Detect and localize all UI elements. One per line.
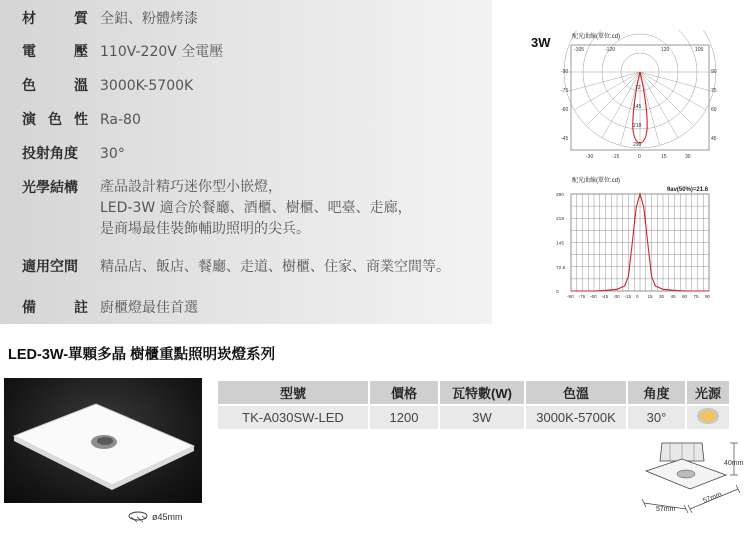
x-tick-label: 30 bbox=[659, 294, 665, 299]
y-tick-label: 72.5 bbox=[556, 265, 566, 271]
polar-chart bbox=[555, 30, 727, 160]
height-dimension-label: 40mm bbox=[724, 460, 744, 467]
spec-value: 精品店、飯店、餐廳、走道、樹櫃、住家、商業空間等。 bbox=[100, 259, 450, 275]
polar-left-tick: -45 bbox=[561, 136, 569, 142]
spec-label: 投射角度 bbox=[22, 146, 78, 162]
x-tick-label: -90 bbox=[567, 294, 574, 299]
polar-ring-label: 290 bbox=[633, 142, 642, 148]
table-cell-wattage: 3W bbox=[440, 406, 524, 429]
cutout-icon bbox=[128, 511, 148, 523]
polar-right-tick: 75 bbox=[711, 88, 717, 94]
polar-bottom-tick: -15 bbox=[612, 154, 620, 160]
table-cell-color-temp: 3000K-5700K bbox=[526, 406, 626, 429]
x-tick-label: -15 bbox=[624, 294, 632, 299]
x-tick-label: -30 bbox=[613, 294, 620, 299]
polar-right-tick: 45 bbox=[711, 136, 717, 142]
table-header: 角度 bbox=[628, 381, 685, 404]
x-tick-label: 45 bbox=[670, 294, 676, 299]
table-header: 價格 bbox=[370, 381, 438, 404]
table-cell-light-source bbox=[687, 406, 729, 429]
x-tick-label: 90 bbox=[705, 294, 711, 299]
x-tick-label: 0 bbox=[636, 294, 639, 299]
spec-label: 演 色 性 bbox=[22, 112, 88, 128]
fixture-aperture bbox=[677, 470, 695, 478]
polar-bottom-tick: 30 bbox=[685, 154, 691, 160]
polar-left-tick: -60 bbox=[561, 107, 569, 113]
x-tick-label: 75 bbox=[693, 294, 699, 299]
spec-label: 光學結構 bbox=[22, 180, 78, 196]
table-header-row bbox=[218, 381, 729, 404]
table-header: 型號 bbox=[218, 381, 368, 404]
linear-chart bbox=[555, 174, 727, 302]
y-tick-label: 290 bbox=[556, 193, 565, 198]
polar-right-tick: 90 bbox=[711, 69, 717, 75]
x-tick-label: 60 bbox=[682, 294, 688, 299]
spec-value: 全鋁、粉體烤漆 bbox=[100, 11, 198, 27]
linear-chart-title: 配光曲線(單位:cd) bbox=[572, 178, 621, 184]
polar-bottom-tick: -30 bbox=[586, 154, 594, 160]
spec-table bbox=[216, 379, 731, 431]
polar-bottom-tick: 0 bbox=[638, 154, 641, 160]
polar-ring-label: 218 bbox=[633, 123, 642, 129]
spec-label: 色 溫 bbox=[22, 78, 88, 94]
polar-top-tick: 105 bbox=[695, 47, 704, 53]
spec-value: 110V-220V 全電壓 bbox=[100, 44, 224, 60]
polar-top-tick: 120 bbox=[661, 47, 670, 53]
spec-label: 備 註 bbox=[22, 300, 88, 316]
spec-label: 材 質 bbox=[22, 11, 88, 27]
table-row bbox=[218, 406, 729, 429]
table-header: 瓦特數(W) bbox=[440, 381, 524, 404]
table-header: 光源 bbox=[687, 381, 729, 404]
depth-dimension-label: 57mm bbox=[702, 491, 723, 505]
polar-chart-title: 配光曲線(單位:cd) bbox=[572, 34, 621, 40]
polar-top-tick: -105 bbox=[574, 47, 585, 53]
spec-value: 產品設計精巧迷你型小嵌燈， LED-3W 適合於餐廳、酒櫃、樹櫃、吧臺、走廊， 是商場最佳裝飾輔助照明的尖兵。 bbox=[100, 179, 412, 237]
spec-value: 30° bbox=[100, 146, 125, 162]
table-cell-model: TK-A030SW-LED bbox=[218, 406, 368, 429]
spec-value: 廚櫃燈最佳首選 bbox=[100, 300, 198, 316]
y-tick-label: 0 bbox=[556, 290, 559, 295]
x-tick-label: -60 bbox=[590, 294, 597, 299]
dimension-drawing bbox=[640, 437, 750, 517]
spec-value: 3000K-5700K bbox=[100, 78, 194, 94]
spec-label: 電 壓 bbox=[22, 44, 88, 60]
width-dimension-label: 57mm bbox=[656, 506, 676, 513]
table-cell-angle: 30° bbox=[628, 406, 685, 429]
y-tick-label: 145 bbox=[556, 241, 565, 247]
table-cell-price: 1200 bbox=[370, 406, 438, 429]
spec-value: Ra-80 bbox=[100, 112, 141, 128]
spec-panel bbox=[0, 0, 492, 324]
downlight-aperture-inner bbox=[97, 437, 113, 445]
led-chip-icon bbox=[696, 407, 720, 425]
product-photo bbox=[4, 378, 202, 503]
spec-label: 適用空間 bbox=[22, 259, 78, 275]
polar-top-tick: -120 bbox=[605, 47, 616, 53]
y-tick-label: 218 bbox=[556, 217, 565, 223]
polar-left-tick: -75 bbox=[561, 88, 569, 94]
x-tick-label: 15 bbox=[647, 294, 653, 299]
polar-left-tick: -90 bbox=[561, 69, 569, 75]
polar-right-tick: 60 bbox=[711, 107, 717, 113]
polar-ring-label: 145 bbox=[633, 104, 642, 110]
series-title: LED-3W-單顆多晶 樹櫃重點照明崁燈系列 bbox=[8, 347, 276, 363]
wattage-label: 3W bbox=[531, 35, 551, 50]
linear-chart-annotation: θav(50%)=21.6 bbox=[667, 187, 709, 193]
downlight-illustration bbox=[4, 378, 202, 503]
polar-ring-label: 72 bbox=[635, 85, 641, 91]
x-tick-label: -45 bbox=[601, 294, 609, 299]
polar-bottom-tick: 15 bbox=[661, 154, 667, 160]
cutout-caption bbox=[128, 511, 183, 523]
cutout-label: ø45mm bbox=[152, 512, 183, 522]
x-tick-label: -75 bbox=[578, 294, 586, 299]
table-header: 色溫 bbox=[526, 381, 626, 404]
